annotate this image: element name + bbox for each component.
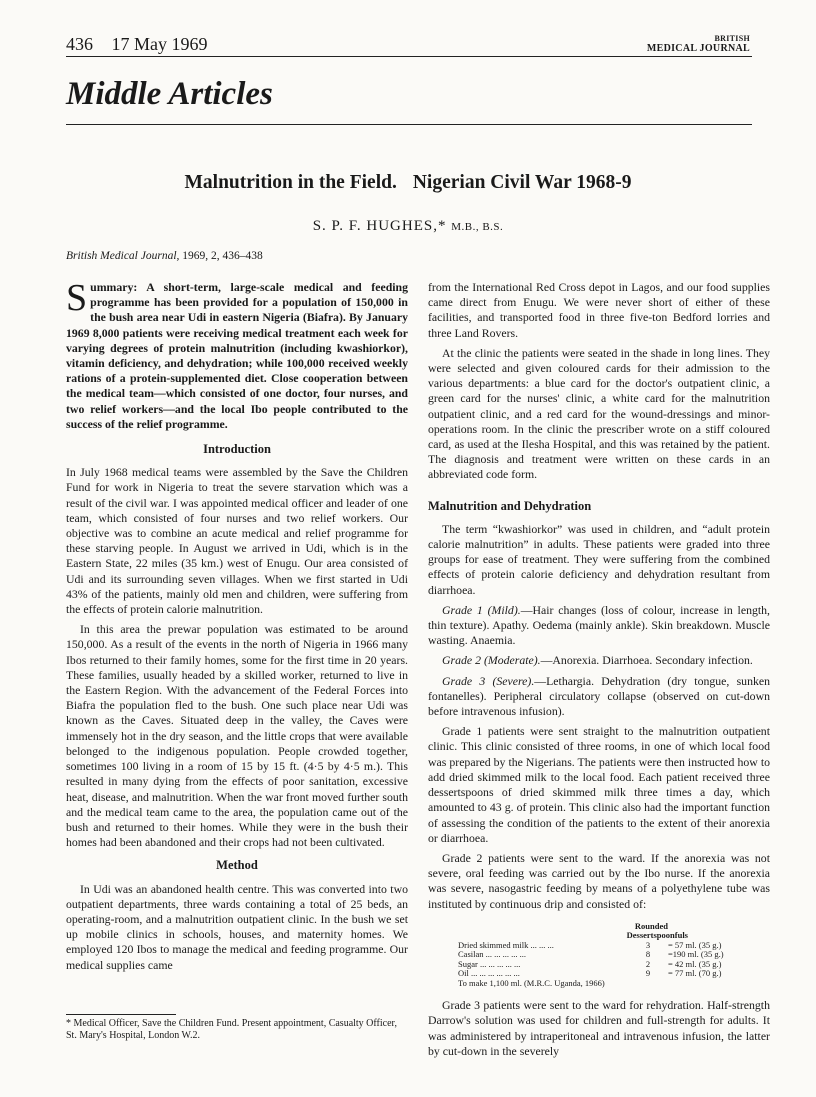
method-paragraph-2: from the International Red Cross depot in Lagos, and our food supplies came direct from Enugu. We were never short of either of these facilities, and transported food in three five-ton Bedford lorries and three Land Rovers. — [428, 280, 770, 340]
grade-3-text: —Lethargia. Dehydration (dry tongue, sunken fontanelles). Peripheral circulatory collapse (observed on cut-down before intravenous infusion). — [428, 673, 771, 719]
article-title — [0, 172, 816, 194]
recipe-note: To make 1,100 ml. (M.R.C. Uganda, 1966) — [458, 977, 605, 988]
footnote: * Medical Officer, Save the Children Fund. Present appointment, Casualty Officer, St. Mary's Hospital, London W.2. — [66, 1018, 397, 1041]
feeding-recipe-table — [458, 922, 758, 989]
recipe-item: Oil ... ... ... ... ... ... — [458, 968, 520, 979]
recipe-volume: = 77 ml. (70 g.) — [668, 968, 722, 979]
recipe-header-1: Rounded — [634, 920, 668, 931]
grade-2-definition — [428, 653, 770, 668]
recipe-volume: = 42 ml. (35 g.) — [668, 958, 722, 969]
section-rule — [66, 124, 752, 125]
author-name: S. P. F. HUGHES,* — [312, 218, 447, 234]
journal-name-line2: MEDICAL JOURNAL — [646, 43, 750, 54]
intro-paragraph-2: In this area the prewar population was estimated to be around 150,000. As a result of the events in the north of Nigeria in 1966 many Ibos returned to their family homes, some for the first time in 20 years. These families, usually headed by a skilled worker, returned to live in the Eastern Region. With the advancement of the Federal Forces into Biafra the population fled to the bush. One such place near Udi was known as the Caves. Situated deep in the valley, the Caves were immensely hot in the dry season, and the little crops that were available belonged to the indigenous population. People crowded together, sometimes 100 living in a room of 15 by 15 ft. (4·5 by 4·5 m.). This resulted in many dying from the effects of poor sanitation, excessive heat, disease, and malnutrition. When the war front moved further south and the medical team came to the area, the population came out of the bush and returned to their homes. While they were in the bush their homes had been abandoned and their crops had not been cultivated. — [66, 622, 408, 850]
header-rule — [66, 56, 752, 57]
citation — [66, 250, 263, 262]
citation-ref: 1969, 2, 436–438 — [182, 250, 263, 262]
summary-paragraph — [66, 277, 408, 432]
recipe-spoons: 8 — [645, 949, 651, 960]
recipe-spoons: 2 — [645, 958, 651, 969]
footnote-rule — [66, 1014, 176, 1015]
grade-1-definition — [428, 603, 770, 649]
intro-paragraph-1: In July 1968 medical teams were assembled by the Save the Children Fund for work in Nigeria to treat the severe starvation which was a result of the civil war. I was appointed medical officer and leader of one team, which consisted of four nurses and two relief workers. Our objective was to combine an acute medical and relief programme for these starving people. In August we arrived in Udi, which is in the Eastern State, 22 miles (35 km.) west of Enugu. Our area consisted of Udi and its surrounding seven villages. When we first started in Udi 43% of the patients, mainly old men and children, were suffering from the effects of protein calorie malnutrition. — [66, 465, 408, 617]
author-degrees: M.B., B.S. — [451, 221, 504, 233]
intro-heading: Introduction — [203, 442, 271, 457]
journal-name-line1: BRITISH — [714, 34, 750, 43]
grade-1-label: Grade 1 (Mild). — [442, 602, 521, 617]
recipe-volume: =190 ml. (35 g.) — [668, 949, 724, 960]
grade-1-treatment-paragraph: Grade 1 patients were sent straight to the malnutrition outpatient clinic. This clinic consisted of three rooms, in one of which local food was prepared by the Nigerians. The patients were then instructed how to add dried skimmed milk to the local food. Each patient received three dessertspoons of dried skimmed milk three times a day, which amounted to 43 g. of protein. This clinic also had the important function of assessing the condition of the patients to the extent of their anorexia or diarrhoea. — [428, 724, 770, 845]
journal-masthead — [647, 34, 750, 54]
grade-2-label: Grade 2 (Moderate). — [442, 653, 541, 668]
title-part-1: Malnutrition in the Field. — [184, 172, 397, 193]
left-column — [66, 277, 408, 978]
malnutrition-heading: Malnutrition and Dehydration — [428, 498, 592, 513]
right-column — [428, 280, 770, 1064]
issue-date: 17 May 1969 — [111, 34, 208, 54]
summary-text: ummary: A short-term, large-scale medical and feeding programme has been provided for a population of 150,000 in the bush area near Udi in eastern Nigeria (Biafra). By January 1969 8,000 patients were receiving medical treatment each week for varying degrees of protein malnutrition (including kwashiorkor), vitamin deficiency, and dehydration; while 100,000 received weekly rations of a protein-supplemented diet. Close cooperation between the medical team—which consisted of one doctor, four nurses, and two relief workers—and the local Ibo people contributed to the success of the relief programme. — [66, 280, 408, 431]
section-heading: Middle Articles — [66, 76, 273, 112]
recipe-volume: = 57 ml. (35 g.) — [668, 939, 722, 950]
recipe-item: Casilan ... ... ... ... ... — [458, 949, 526, 960]
recipe-spoons: 3 — [645, 939, 651, 950]
grade-2-text: —Anorexia. Diarrhoea. Secondary infection. — [540, 653, 753, 668]
method-paragraph-1: In Udi was an abandoned health centre. This was converted into two outpatient departments, three wards containing a total of 25 beds, an operating-room, and a malnutrition outpatient clinic. In the bush we set up mobile clinics in schools, houses, and maternity homes. We employed 120 Ibos to manage the medical and feeding programme. Our medical supplies came — [66, 881, 408, 972]
grade-3-treatment-paragraph: Grade 3 patients were sent to the ward for rehydration. Half-strength Darrow's solution was used for children and full-strength for adults. It was administered by intraperitoneal and intravenous infusion, the latter by cut-down in the severely — [428, 998, 770, 1058]
drop-cap: S — [66, 277, 88, 319]
recipe-header-2: Dessertspoonfuls — [626, 930, 688, 941]
grade-1-text: —Hair changes (loss of colour, increase in length, thin texture). Apathy. Oedema (mainly ankle). Skin breakdown. Muscle wasting. Anaemia. — [428, 602, 770, 648]
running-header — [66, 34, 222, 55]
author-line — [0, 218, 816, 235]
recipe-item: Sugar ... ... ... ... ... — [458, 958, 521, 969]
recipe-spoons: 9 — [645, 968, 651, 979]
citation-journal: British Medical Journal, — [66, 250, 180, 262]
method-paragraph-3: At the clinic the patients were seated in the shade in long lines. They were selected and given coloured cards for their admission to the various departments: a blue card for the doctor's outpatient clinic, a green card for the nurses' clinic, a white card for the malnutrition outpatient clinic, and a red card for the wound-dressings and minor-operations room. In the clinic the prescriber wrote on a stiff coloured card, as used at the Ilesha Hospital, and this was retained by the patient. The diagnosis and treatment were written on these cards in an abbreviated code form. — [428, 345, 770, 482]
method-heading: Method — [216, 858, 258, 873]
grade-3-definition — [428, 674, 770, 720]
page-number: 436 — [66, 34, 93, 54]
malnutrition-paragraph-1: The term “kwashiorkor” was used in children, and “adult protein calorie malnutrition” in adults. These patients were graded into three groups for ease of treatment. They were suffering from the combined effects of protein calorie deficiency and dehydration resultant from diarrhoea. — [428, 521, 770, 597]
grade-3-label: Grade 3 (Severe). — [442, 673, 535, 688]
grade-2-treatment-paragraph: Grade 2 patients were sent to the ward. If the anorexia was not severe, oral feeding was carried out by the Ibo nurse. If the anorexia was severe, nasogastric feeding by means of a polyethylene tube was instituted by continuous drip and consisted of: — [428, 850, 770, 911]
recipe-item: Dried skimmed milk ... ... ... — [458, 939, 554, 950]
title-part-2: Nigerian Civil War 1968-9 — [412, 172, 632, 193]
